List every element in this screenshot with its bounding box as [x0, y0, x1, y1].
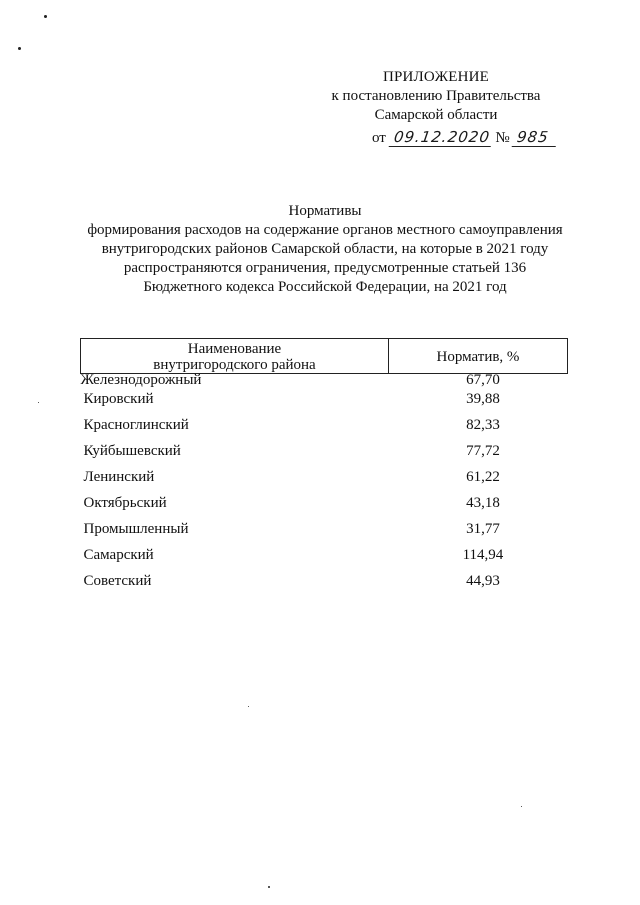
district-name: Красноглинский	[83, 416, 189, 433]
resolution-date-number	[372, 128, 572, 147]
scan-speck	[521, 806, 522, 807]
table-header-row	[81, 339, 568, 374]
date-prefix: от	[372, 130, 386, 146]
district-norm: 67,70	[466, 372, 500, 388]
district-norm: 77,72	[466, 442, 500, 459]
district-name: Октябрьский	[83, 494, 167, 511]
document-heading	[60, 202, 590, 297]
table-row	[81, 374, 568, 387]
district-norm: 39,88	[466, 390, 500, 407]
district-norm: 43,18	[466, 494, 500, 511]
district-norm: 82,33	[466, 416, 500, 433]
district-name: Промышленный	[83, 520, 189, 537]
district-name: Советский	[83, 572, 152, 589]
scan-speck	[268, 886, 270, 888]
district-norm: 61,22	[466, 468, 500, 485]
table-row	[81, 490, 568, 516]
header-norm: Норматив, %	[388, 339, 567, 374]
district-norm: 31,77	[466, 520, 500, 537]
scan-speck	[248, 706, 249, 707]
district-name: Железнодорожный	[80, 372, 202, 388]
district-name: Куйбышевский	[83, 442, 181, 459]
scan-speck	[44, 15, 47, 18]
heading-line-4: Бюджетного кодекса Российской Федерации, на 2021 год	[143, 279, 507, 295]
table-row	[81, 464, 568, 490]
header-name-line-2: внутригородского района	[153, 357, 316, 373]
scan-speck	[18, 47, 21, 50]
number-prefix: №	[495, 130, 510, 146]
heading-line-2: внутригородских районов Самарской области, на которые в 2021 году	[101, 241, 549, 257]
heading-line-3: распространяются ограничения, предусмотренные статьей 136	[123, 260, 527, 276]
appendix-line-2: Самарской области	[374, 107, 498, 123]
heading-title: Нормативы	[288, 203, 362, 219]
table-row	[81, 438, 568, 464]
table-row	[81, 516, 568, 542]
district-norm: 44,93	[466, 572, 500, 589]
table-row	[81, 542, 568, 568]
district-name: Ленинский	[83, 468, 155, 485]
scan-speck	[38, 402, 39, 403]
table-row	[81, 386, 568, 412]
norms-table	[80, 338, 568, 594]
table-row	[81, 412, 568, 438]
handwritten-date: 09.12.2020	[388, 128, 493, 147]
appendix-title: ПРИЛОЖЕНИЕ	[382, 69, 490, 85]
table-row	[81, 568, 568, 594]
district-name: Самарский	[83, 546, 154, 563]
handwritten-number: 985	[512, 128, 559, 147]
district-norm: 114,94	[462, 546, 504, 563]
appendix-line-1: к постановлению Правительства	[331, 88, 541, 104]
heading-line-1: формирования расходов на содержание органов местного самоуправления	[87, 222, 563, 238]
header-name-line-1: Наименование	[187, 341, 282, 357]
district-name: Кировский	[83, 390, 154, 407]
header-district-name	[81, 339, 389, 374]
appendix-block	[306, 68, 566, 125]
